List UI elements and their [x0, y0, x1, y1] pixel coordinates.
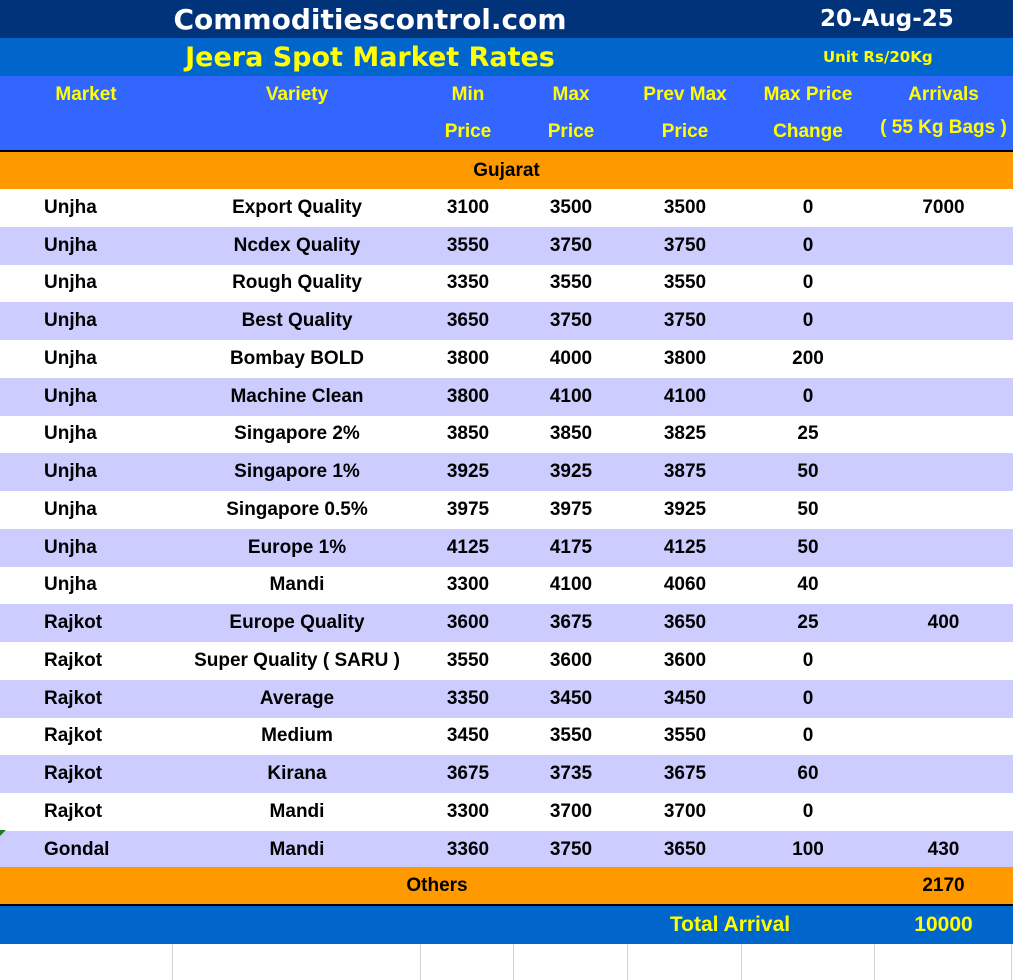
cell-min-price: 3550: [446, 234, 490, 256]
total-arrivals: 10000: [914, 913, 973, 936]
cell-max-price-change: 0: [802, 725, 814, 747]
table-row: [0, 340, 1013, 378]
col-header-max: Max: [552, 84, 590, 105]
cell-prev-max-price: 3800: [663, 347, 707, 369]
cell-arrivals: 400: [927, 612, 960, 634]
table-row: [0, 718, 1013, 756]
table-row: [0, 378, 1013, 416]
cell-arrivals: [874, 378, 1013, 416]
cell-variety: Mandi: [269, 574, 325, 596]
cell-market: Unjha: [44, 196, 97, 218]
cell-prev-max-price: 3925: [663, 498, 707, 520]
cell-market: Unjha: [44, 536, 97, 558]
cell-min-price: 3300: [446, 800, 490, 822]
cell-min-price: 3650: [446, 310, 490, 332]
cell-variety: Singapore 2%: [234, 423, 360, 445]
cell-variety: Bombay BOLD: [229, 347, 365, 369]
table-row: [0, 491, 1013, 529]
cell-arrivals: [874, 567, 1013, 605]
cell-variety: Singapore 1%: [234, 461, 360, 483]
region-label: Gujarat: [473, 159, 540, 181]
cell-arrivals: 7000: [922, 196, 965, 218]
report-subtitle: Jeera Spot Market Rates: [185, 41, 555, 73]
cell-min-price: 3600: [446, 612, 490, 634]
col-header-max-change: Max Price: [763, 84, 853, 105]
cell-prev-max-price: 3700: [663, 800, 707, 822]
cell-market: Rajkot: [44, 800, 103, 822]
unit-label: Unit Rs/20Kg: [823, 48, 933, 66]
cell-market: Unjha: [44, 498, 97, 520]
cell-prev-max-price: 3550: [663, 725, 707, 747]
gridline: [172, 944, 173, 980]
col-header-market: Market: [55, 84, 117, 105]
cell-max-price: 3600: [549, 649, 593, 671]
cell-variety: Europe 1%: [247, 536, 347, 558]
cell-market: Unjha: [44, 310, 97, 332]
cell-market: Unjha: [44, 385, 97, 407]
gridline: [741, 944, 742, 980]
report-date: 20-Aug-25: [820, 6, 954, 32]
cell-arrivals: [874, 642, 1013, 680]
cell-comment-marker: [0, 830, 6, 836]
cell-max-price-change: 0: [802, 385, 814, 407]
cell-arrivals: [874, 755, 1013, 793]
cell-max-price: 3925: [549, 461, 593, 483]
title-band: [0, 0, 1013, 38]
cell-variety: Singapore 0.5%: [226, 498, 368, 520]
cell-min-price: 3450: [446, 725, 490, 747]
table-row: [0, 265, 1013, 303]
cell-prev-max-price: 4060: [663, 574, 707, 596]
cell-variety: Mandi: [269, 800, 325, 822]
table-row: [0, 302, 1013, 340]
cell-arrivals: [874, 793, 1013, 831]
cell-max-price-change: 0: [802, 234, 814, 256]
col-header-prev-max: Prev Max: [643, 84, 727, 105]
gridline: [420, 944, 421, 980]
column-header-line1: [0, 76, 1013, 114]
table-row: [0, 793, 1013, 831]
cell-variety: Kirana: [267, 763, 327, 785]
cell-min-price: 3675: [446, 763, 490, 785]
gridline: [627, 944, 628, 980]
cell-arrivals: [874, 453, 1013, 491]
cell-max-price-change: 0: [802, 196, 814, 218]
cell-max-price-change: 200: [792, 347, 824, 369]
table-row: [0, 604, 1013, 642]
cell-prev-max-price: 3675: [663, 763, 707, 785]
cell-variety: Machine Clean: [230, 385, 364, 407]
gridline: [874, 944, 875, 980]
cell-variety: Best Quality: [241, 310, 353, 332]
site-title: Commoditiescontrol.com: [173, 2, 567, 36]
col-subheader-change: Change: [773, 121, 843, 142]
cell-arrivals: [874, 340, 1013, 378]
cell-max-price: 3550: [549, 725, 593, 747]
col-subheader-max: Price: [547, 121, 595, 142]
table-row: [0, 680, 1013, 718]
table-row: [0, 567, 1013, 605]
gridline: [513, 944, 514, 980]
cell-max-price-change: 25: [797, 612, 819, 634]
cell-min-price: 3800: [446, 347, 490, 369]
cell-market: Unjha: [44, 423, 97, 445]
table-row: [0, 189, 1013, 227]
cell-max-price: 3675: [549, 612, 593, 634]
cell-max-price-change: 0: [802, 272, 814, 294]
col-subheader-arrivals: ( 55 Kg Bags ): [880, 117, 1007, 138]
table-row: [0, 642, 1013, 680]
cell-max-price-change: 50: [797, 461, 819, 483]
cell-prev-max-price: 3650: [663, 612, 707, 634]
cell-prev-max-price: 4100: [663, 385, 707, 407]
cell-max-price: 3750: [549, 310, 593, 332]
cell-max-price: 4100: [549, 385, 593, 407]
cell-max-price-change: 100: [792, 838, 824, 860]
cell-market: Rajkot: [44, 649, 103, 671]
cell-market: Rajkot: [44, 725, 103, 747]
cell-max-price: 3700: [549, 800, 593, 822]
cell-max-price-change: 25: [797, 423, 819, 445]
cell-market: Gondal: [44, 838, 110, 860]
cell-arrivals: [874, 416, 1013, 454]
others-label: Others: [406, 874, 468, 896]
column-header-line2: [0, 114, 1013, 152]
cell-max-price: 3750: [549, 838, 593, 860]
table-row: [0, 831, 1013, 869]
cell-max-price-change: 0: [802, 800, 814, 822]
cell-variety: Rough Quality: [232, 272, 362, 294]
gridline: [1011, 944, 1012, 980]
cell-min-price: 3550: [446, 649, 490, 671]
cell-min-price: 4125: [446, 536, 490, 558]
col-header-variety: Variety: [265, 84, 329, 105]
cell-market: Unjha: [44, 234, 97, 256]
cell-min-price: 3100: [446, 196, 490, 218]
cell-market: Unjha: [44, 347, 97, 369]
table-row: [0, 453, 1013, 491]
cell-prev-max-price: 3450: [663, 687, 707, 709]
cell-max-price: 4100: [549, 574, 593, 596]
col-subheader-prev-max: Price: [661, 121, 709, 142]
cell-arrivals: [874, 529, 1013, 567]
cell-prev-max-price: 4125: [663, 536, 707, 558]
total-label: Total Arrival: [669, 913, 791, 936]
cell-min-price: 3360: [446, 838, 490, 860]
cell-arrivals: [874, 491, 1013, 529]
total-row: [0, 906, 1013, 944]
cell-prev-max-price: 3500: [663, 196, 707, 218]
table-row: [0, 755, 1013, 793]
cell-max-price-change: 0: [802, 310, 814, 332]
cell-min-price: 3350: [446, 687, 490, 709]
table-row: [0, 529, 1013, 567]
cell-min-price: 3975: [446, 498, 490, 520]
cell-max-price: 3975: [549, 498, 593, 520]
cell-max-price-change: 0: [802, 687, 814, 709]
cell-arrivals: [874, 718, 1013, 756]
cell-prev-max-price: 3650: [663, 838, 707, 860]
cell-variety: Mandi: [269, 838, 325, 860]
empty-grid-row[interactable]: [0, 944, 1013, 980]
cell-arrivals: [874, 265, 1013, 303]
col-header-arrivals: Arrivals: [908, 84, 979, 105]
cell-variety: Average: [259, 687, 335, 709]
cell-arrivals: 430: [927, 838, 960, 860]
cell-market: Rajkot: [44, 612, 103, 634]
cell-min-price: 3850: [446, 423, 490, 445]
cell-arrivals: [874, 680, 1013, 718]
cell-max-price: 4000: [549, 347, 593, 369]
cell-prev-max-price: 3825: [663, 423, 707, 445]
cell-variety: Ncdex Quality: [233, 234, 361, 256]
cell-prev-max-price: 3750: [663, 310, 707, 332]
col-subheader-min: Price: [444, 121, 492, 142]
cell-market: Unjha: [44, 272, 97, 294]
cell-market: Unjha: [44, 574, 97, 596]
cell-prev-max-price: 3550: [663, 272, 707, 294]
region-row: [0, 152, 1013, 189]
cell-max-price: 4175: [549, 536, 593, 558]
cell-max-price: 3450: [549, 687, 593, 709]
cell-max-price-change: 0: [802, 649, 814, 671]
cell-min-price: 3350: [446, 272, 490, 294]
cell-max-price: 3500: [549, 196, 593, 218]
cell-max-price-change: 40: [797, 574, 819, 596]
cell-min-price: 3800: [446, 385, 490, 407]
cell-variety: Export Quality: [232, 196, 362, 218]
cell-market: Unjha: [44, 461, 97, 483]
cell-max-price: 3750: [549, 234, 593, 256]
cell-max-price: 3550: [549, 272, 593, 294]
cell-market: Rajkot: [44, 687, 103, 709]
cell-variety: Medium: [261, 725, 333, 747]
cell-max-price-change: 50: [797, 498, 819, 520]
cell-arrivals: [874, 227, 1013, 265]
table-row: [0, 416, 1013, 454]
cell-variety: Europe Quality: [229, 612, 365, 634]
cell-prev-max-price: 3750: [663, 234, 707, 256]
subtitle-band: [0, 38, 1013, 76]
cell-max-price-change: 50: [797, 536, 819, 558]
cell-prev-max-price: 3600: [663, 649, 707, 671]
cell-max-price: 3850: [549, 423, 593, 445]
cell-min-price: 3925: [446, 461, 490, 483]
cell-min-price: 3300: [446, 574, 490, 596]
others-row: [0, 867, 1013, 906]
col-header-min: Min: [451, 84, 485, 105]
cell-prev-max-price: 3875: [663, 461, 707, 483]
cell-max-price-change: 60: [797, 763, 819, 785]
table-row: [0, 227, 1013, 265]
others-arrivals: 2170: [922, 874, 965, 896]
cell-variety: Super Quality ( SARU ): [194, 649, 400, 671]
cell-market: Rajkot: [44, 763, 103, 785]
cell-max-price: 3735: [549, 763, 593, 785]
cell-arrivals: [874, 302, 1013, 340]
